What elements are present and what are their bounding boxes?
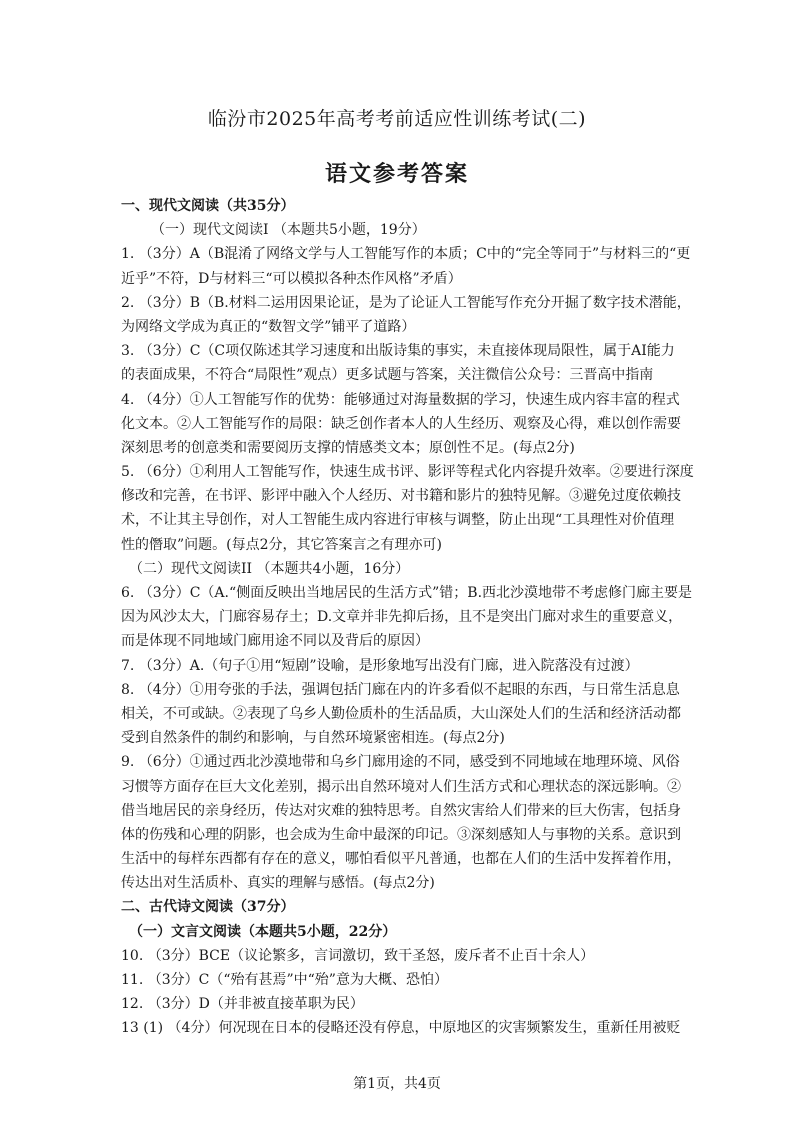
- answer-line: 化文本。②人工智能写作的局限：缺乏创作者本人的人生经历、观察及心得，难以创作需要: [121, 415, 681, 432]
- answer-line: 深刻思考的创意类和需要阅历支撑的情感类文本；原创性不足。(每点2分): [121, 439, 575, 456]
- answer-line: 的表面成果，不符合“局限性”观点）更多试题与答案，关注微信公众号：三晋高中指南: [121, 367, 654, 384]
- answer-line: 性的僭取”问题。(每点2分，其它答案言之有理亦可): [121, 536, 442, 553]
- answer-line: 生活中的每样东西都有存在的意义，哪怕看似平凡普通，也都在人们的生活中发挥着作用，: [121, 851, 681, 868]
- answer-line: 受到自然条件的制约和影响，与自然环境紧密相连。(每点2分): [121, 730, 505, 747]
- answer-body: [121, 194, 694, 1041]
- answer-line: 12. （3分）D（并非被直接革职为民）: [121, 996, 364, 1013]
- answer-line: 10. （3分）BCE（议论繁多，言词激切，致干圣怒，废斥者不止百十余人）: [121, 947, 595, 964]
- answer-line: 近乎”不符，D与材料三“可以模拟各种杰作风格”矛盾）: [121, 270, 462, 287]
- answer-line: 3. （3分）C（C项仅陈述其学习速度和出版诗集的事实，未直接体现局限性，属于AI能力: [121, 343, 675, 360]
- answer-line: 习惯等方面存在巨大文化差别，揭示出自然环境对人们生活方式和心理状态的深远影响。②: [121, 778, 681, 795]
- answer-line: 因为风沙太大，门廊容易存土；D.文章并非先抑后扬，且不是突出门廊对求生的重要意义，: [121, 609, 683, 626]
- section-heading: 二、古代诗文阅读（37分）: [121, 899, 295, 916]
- answer-line: 术，不让其主导创作，对人工智能生成内容进行审核与调整，防止出现“工具理性对价值理: [121, 512, 675, 529]
- answer-line: 5. （6分）①利用人工智能写作，快速生成书评、影评等程式化内容提升效率。②要进行深度: [121, 464, 694, 481]
- answer-line: 而是体现不同地域门廊用途不同以及背后的原因）: [121, 633, 429, 650]
- answer-line: 传达出对生活质朴、真实的理解与感悟。(每点2分): [121, 875, 435, 892]
- answer-line: 修改和完善，在书评、影评中融入个人经历、对书籍和影片的独特见解。③避免过度依赖技: [121, 488, 681, 505]
- answer-line: 体的伤残和心理的阴影，也会成为生命中最深的印记。③深刻感知人与事物的关系。意识到: [121, 826, 681, 843]
- answer-line: 4. （4分）①人工智能写作的优势：能够通过对海量数据的学习，快速生成内容丰富的程式: [121, 391, 680, 408]
- subsection-heading: （一）文言文阅读（本题共5小题，22分）: [129, 923, 397, 940]
- answer-line: 11. （3分）C（“殆有甚焉”中“殆”意为大概、恐怕）: [121, 972, 448, 988]
- answer-line: 相关，不可或缺。②表现了乌乡人勤俭质朴的生活品质，大山深处人们的生活和经济活动都: [121, 705, 681, 722]
- document-subtitle: 语文参考答案: [324, 161, 469, 187]
- answer-line: 9. （6分）①通过西北沙漠地带和乌乡门廊用途的不同，感受到不同地域在地理环境、风俗: [121, 754, 680, 771]
- subsection-heading: （二）现代文阅读II （本题共4小题，16分）: [129, 560, 410, 577]
- answer-line: 8. （4分）①用夸张的手法，强调包括门廊在内的许多看似不起眼的东西，与日常生活息息: [121, 681, 680, 698]
- answer-line: 借当地居民的亲身经历，传达对灾难的独特思考。自然灾害给人们带来的巨大伤害，包括身: [121, 802, 681, 819]
- answer-line: 2. （3分）B（B.材料二运用因果论证，是为了论证人工智能写作充分开掘了数字技术潜能，: [121, 294, 691, 311]
- answer-line: 1. （3分）A（B混淆了网络文学与人工智能写作的本质；C中的“完全等同于”与材料三的“更: [121, 246, 691, 263]
- page-footer: 第1页，共4页: [353, 1076, 441, 1092]
- document-title: 临汾市2025年高考考前适应性训练考试(二): [207, 108, 587, 130]
- answer-line: 7. （3分）A.（句子①用“短剧”设喻，是形象地写出没有门廊，进入院落没有过渡）: [121, 657, 639, 674]
- answer-line: 13 (1) （4分）何况现在日本的侵略还没有停息，中原地区的灾害频繁发生，重新任用被贬: [121, 1020, 681, 1037]
- section-heading: 一、现代文阅读（共35分）: [121, 198, 295, 214]
- subsection-heading: （一）现代文阅读I （本题共5小题，19分）: [151, 222, 426, 239]
- answer-line: 为网络文学成为真正的“数智文学”铺平了道路）: [121, 318, 416, 335]
- answer-line: 6. （3分）C（A.“侧面反映出当地居民的生活方式”错；B.西北沙漠地带不考虑修门廊主要是: [121, 585, 693, 601]
